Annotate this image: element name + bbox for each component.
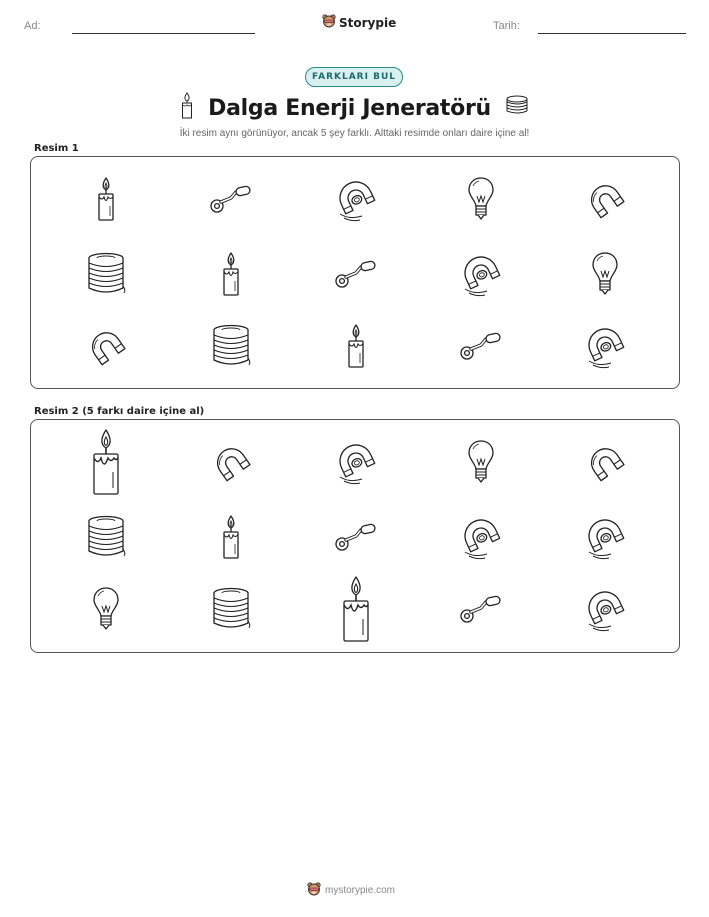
bear-icon <box>322 13 336 32</box>
magnet-coil-icon <box>583 323 627 369</box>
candle-icon[interactable] <box>221 514 241 560</box>
lightbulb-icon[interactable] <box>91 586 121 632</box>
candle-icon <box>221 251 241 297</box>
candle-icon <box>96 176 116 222</box>
lightbulb-icon <box>466 176 496 222</box>
magnet-icon <box>584 178 626 220</box>
crank-icon <box>334 259 378 289</box>
name-label: Ad: <box>24 20 41 32</box>
magnet-coil-icon[interactable] <box>334 439 378 485</box>
title-row <box>0 92 709 124</box>
magnet-coil-icon[interactable] <box>583 586 627 632</box>
coil-icon <box>505 95 529 121</box>
magnet-icon[interactable] <box>584 441 626 483</box>
instructions: İki resim aynı görünüyor, ancak 5 şey farklı. Alttaki resimde onları daire içine al! <box>179 128 530 139</box>
candle-large-icon[interactable] <box>90 428 122 496</box>
candle-icon <box>346 323 366 369</box>
name-line[interactable] <box>72 33 255 34</box>
candle-large-icon[interactable] <box>340 575 372 643</box>
crank-icon <box>459 331 503 361</box>
footer <box>307 881 395 900</box>
coil-icon[interactable] <box>211 587 251 631</box>
picture2-panel[interactable] <box>30 419 680 653</box>
crank-icon <box>209 184 253 214</box>
coil-icon <box>211 324 251 368</box>
page-title: Dalga Enerji Jeneratörü <box>208 95 491 121</box>
crank-icon[interactable] <box>334 522 378 552</box>
date-line[interactable] <box>538 33 686 34</box>
lightbulb-icon[interactable] <box>466 439 496 485</box>
activity-badge: FARKLARI BUL <box>305 67 403 87</box>
magnet-icon <box>85 325 127 367</box>
magnet-coil-icon <box>334 176 378 222</box>
picture1-panel <box>30 156 680 389</box>
date-label: Tarih: <box>493 20 520 32</box>
magnet-icon[interactable] <box>210 441 252 483</box>
candle-icon <box>180 92 194 124</box>
brand-name: Storypie <box>339 15 397 30</box>
coil-icon <box>86 252 126 296</box>
magnet-coil-icon[interactable] <box>459 514 503 560</box>
magnet-coil-icon <box>459 251 503 297</box>
footer-url: mystorypie.com <box>325 885 396 896</box>
bear-icon <box>307 881 321 900</box>
picture1-label: Resim 1 <box>34 143 79 154</box>
crank-icon[interactable] <box>459 594 503 624</box>
coil-icon[interactable] <box>86 515 126 559</box>
lightbulb-icon <box>590 251 620 297</box>
picture2-label: Resim 2 (5 farkı daire içine al) <box>34 406 205 417</box>
magnet-coil-icon[interactable] <box>583 514 627 560</box>
brand-logo <box>322 13 396 32</box>
